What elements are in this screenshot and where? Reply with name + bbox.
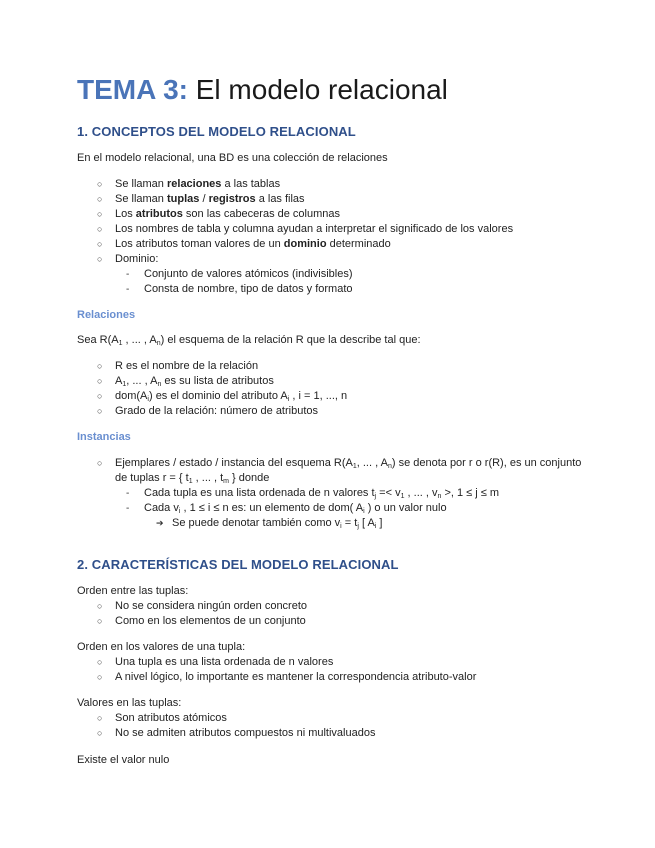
hollow-circle-bullet-icon: ○ [97,406,103,416]
list-item: No se considera ningún orden concreto [115,600,308,612]
dash-bullet-icon: - [126,488,130,499]
list-item: Una tupla es una lista ordenada de n valores [115,656,334,668]
list-item: $A_1$, ... , $A_n$ es su lista de atributos [115,375,274,388]
closing-statement: Existe el valor nulo [77,754,170,766]
dash-bullet-icon: - [126,503,130,514]
hollow-circle-bullet-icon: ○ [97,713,103,723]
hollow-circle-bullet-icon: ○ [97,728,103,738]
list-item: R es el nombre de la relación [115,360,259,372]
hollow-circle-bullet-icon: ○ [97,376,103,386]
subheading-instancias: Instancias [77,431,131,443]
sub-list-item: Conjunto de valores atómicos (indivisibles) [144,268,353,280]
hollow-circle-bullet-icon: ○ [97,601,103,611]
list-item: Los nombres de tabla y columna ayudan a interpretar el significado de los valores [115,223,514,235]
list-item: Los atributos toman valores de un dominio determinado [115,238,391,250]
group-label: Valores en las tuplas: [77,697,182,709]
sub-list-item: Consta de nombre, tipo de datos y formato [144,283,353,295]
section-heading-concepts: 1. CONCEPTOS DEL MODELO RELACIONAL [77,124,356,139]
list-item: Los atributos son las cabeceras de columnas [115,208,341,220]
page-title [77,74,448,106]
hollow-circle-bullet-icon: ○ [97,239,103,249]
hollow-circle-bullet-icon: ○ [97,361,103,371]
sub-sub-list-item: Se puede denotar también como $v_i = t_j$ [ $A_i$ ] [172,517,383,530]
sub-list-item: Cada tupla es una lista ordenada de n valores $t_j =< v_1$ , ... , $v_n$ >, 1 ≤ j ≤ m [144,487,500,500]
arrow-bullet-icon: ➔ [156,518,164,528]
title-lead: TEMA 3: [77,74,188,105]
dash-bullet-icon: - [126,284,130,295]
list-item: No se admiten atributos compuestos ni multivaluados [115,727,376,739]
group-label: Orden en los valores de una tupla: [77,641,246,653]
list-item: Ejemplares / estado / instancia del esquema $R(A_1$, ... , $A_n$) se denota por r o r(R), es un conjunto de tuplas r = { $t_1$ , ... , $t_m$ } donde [115,457,582,485]
hollow-circle-bullet-icon: ○ [97,254,103,264]
hollow-circle-bullet-icon: ○ [97,391,103,401]
hollow-circle-bullet-icon: ○ [97,672,103,682]
list-item: Grado de la relación: número de atributos [115,405,319,417]
list-item: A nivel lógico, lo importante es mantener la correspondencia atributo-valor [115,671,477,683]
dash-bullet-icon: - [126,269,130,280]
list-item: Como en los elementos de un conjunto [115,615,306,627]
hollow-circle-bullet-icon: ○ [97,458,103,468]
hollow-circle-bullet-icon: ○ [97,657,103,667]
section-heading-caracteristicas: 2. CARACTERÍSTICAS DEL MODELO RELACIONAL [77,557,399,572]
hollow-circle-bullet-icon: ○ [97,616,103,626]
hollow-circle-bullet-icon: ○ [97,209,103,219]
hollow-circle-bullet-icon: ○ [97,179,103,189]
title-rest: El modelo relacional [195,74,448,105]
list-item: $dom(A_i)$ es el dominio del atributo $A_i$ , i = 1, ..., n [115,390,348,403]
relation-intro: Sea $R(A_1$ , ... , $A_n$) el esquema de la relación R que la describe tal que: [77,334,421,347]
section-intro: En el modelo relacional, una BD es una colección de relaciones [77,152,388,164]
list-item: Se llaman tuplas / registros a las filas [115,193,305,205]
list-item: Se llaman relaciones a las tablas [115,178,281,190]
subheading-relaciones: Relaciones [77,309,136,321]
list-item: Dominio: [115,253,159,265]
sub-list-item: Cada $v_i$ , 1 ≤ i ≤ n es: un elemento de dom( $A_i$ ) o un valor nulo [144,502,447,515]
list-item: Son atributos atómicos [115,712,227,724]
group-label: Orden entre las tuplas: [77,585,189,597]
hollow-circle-bullet-icon: ○ [97,224,103,234]
hollow-circle-bullet-icon: ○ [97,194,103,204]
